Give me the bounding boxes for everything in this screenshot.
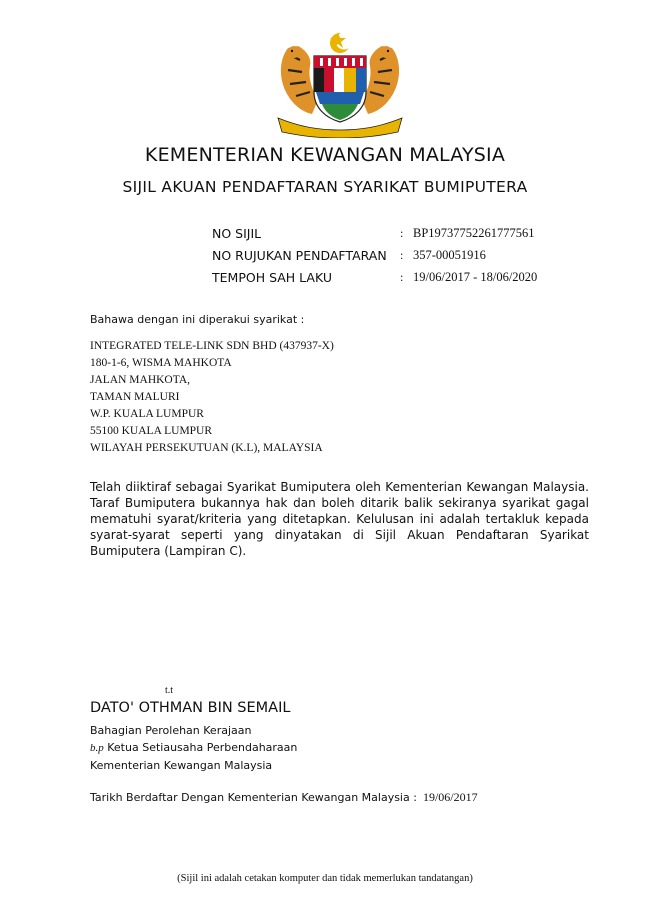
- detail-colon: :: [400, 270, 404, 284]
- company-address: [90, 338, 334, 457]
- recognition-paragraph: Telah diiktiraf sebagai Syarikat Bumiputera oleh Kementerian Kewangan Malaysia. Taraf Bumiputera bukannya hak dan boleh ditarik balik sekiranya syarikat gagal mematuhi syarat/kriteria yang ditetapkan. Kelulusan ini adalah tertakluk kepada syarat-syarat seperti yang dinyatakan di Sijil Akuan Pendaftaran Syarikat Bumiputera (Lampiran C).: [90, 480, 589, 558]
- signatory-role: Ketua Setiausaha Perbendaharaan: [107, 741, 298, 754]
- signatory-ministry: Kementerian Kewangan Malaysia: [90, 759, 273, 772]
- signatory-division: Bahagian Perolehan Kerajaan: [90, 724, 252, 737]
- address-line: 55100 KUALA LUMPUR: [90, 425, 213, 437]
- ministry-title: KEMENTERIAN KEWANGAN MALAYSIA: [144, 144, 506, 166]
- signatory-name: DATO' OTHMAN BIN SEMAIL: [90, 700, 291, 716]
- certificate-title: SIJIL AKUAN PENDAFTARAN SYARIKAT BUMIPUTERA: [122, 178, 528, 196]
- detail-colon: :: [400, 248, 404, 262]
- detail-label: NO SIJIL: [212, 226, 262, 241]
- registration-date: 19/06/2017: [422, 790, 478, 804]
- footer-note: (Sijil ini adalah cetakan komputer dan tidak memerlukan tandatangan): [177, 873, 473, 884]
- address-line: JALAN MAHKOTA,: [90, 374, 191, 386]
- bp-prefix: b.p: [90, 742, 104, 754]
- detail-row-tempoh: [212, 270, 572, 290]
- registration-date-line: [90, 790, 478, 805]
- address-line: W.P. KUALA LUMPUR: [90, 408, 204, 420]
- registration-label: Tarikh Berdaftar Dengan Kementerian Kewangan Malaysia :: [90, 791, 417, 804]
- detail-row-no-sijil: [212, 226, 572, 246]
- signatory-role-line: [90, 739, 297, 757]
- coat-of-arms-icon: [272, 30, 408, 138]
- detail-value: 357-00051916: [413, 248, 486, 262]
- detail-label: TEMPOH SAH LAKU: [212, 270, 332, 285]
- detail-label: NO RUJUKAN PENDAFTARAN: [212, 248, 387, 263]
- detail-value: 19/06/2017 - 18/06/2020: [413, 270, 538, 284]
- signatory-info: [90, 722, 297, 774]
- detail-value: BP19737752261777561: [413, 226, 535, 240]
- company-name: INTEGRATED TELE-LINK SDN BHD (437937-X): [90, 340, 334, 352]
- address-line: WILAYAH PERSEKUTUAN (K.L), MALAYSIA: [90, 442, 323, 454]
- signature-tt: t.t: [165, 685, 174, 696]
- detail-colon: :: [400, 226, 404, 240]
- intro-text: Bahawa dengan ini diperakui syarikat :: [90, 313, 305, 326]
- address-line: TAMAN MALURI: [90, 391, 180, 403]
- address-line: 180-1-6, WISMA MAHKOTA: [90, 357, 232, 369]
- detail-row-no-rujukan: [212, 248, 572, 268]
